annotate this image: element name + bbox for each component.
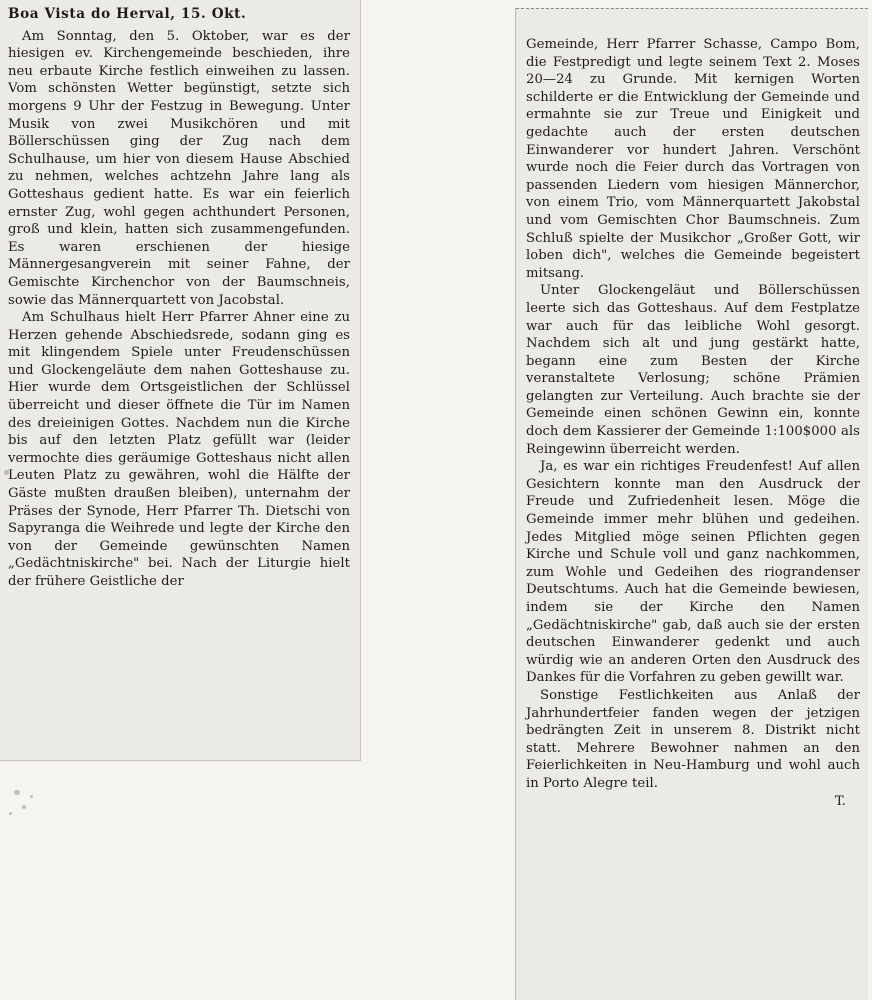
scan-speck [4, 470, 9, 475]
paragraph: Am Schulhaus hielt Herr Pfarrer Ahner eine zu Herzen gehende Abschiedsrede, sodann ging es mit klingendem Spiele unter Freudenschüssen und Glockengeläute dem nahen Gotteshause zu. Hier wurde dem Ortsgeistlichen der Schlüssel überreicht und dieser öffnete die Tür im Namen des dreieinigen Gottes. Nachdem nun die Kirche bis auf den letzten Platz gefüllt war (leider vermochte dies geräumige Gotteshaus nicht allen Leuten Platz zu gewähren, wohl die Hälfte der Gäste mußten draußen bleiben), unternahm der Präses der Synode, Herr Pfarrer Th. Dietschi von Sapyranga die Weihrede und legte der Kirche den von der Gemeinde gewünschten Namen „Gedächtniskirche" bei. Nach der Liturgie hielt der frühere Geistliche der [8, 310, 350, 589]
paragraph: Sonstige Festlichkeiten aus Anlaß der Jahrhundertfeier fanden wegen der jetzigen bedrängten Zeit in unserem 8. Distrikt nicht statt. Mehrere Bewohner nahmen an den Feierlichkeiten in Neu-Hamburg und wohl auch in Porto Alegre teil. [526, 687, 860, 791]
article-column-right [526, 36, 860, 810]
paragraph: Am Sonntag, den 5. Oktober, war es der hiesigen ev. Kirchengemeinde beschieden, ihre neu erbaute Kirche festlich einweihen zu lassen. Vom schönsten Wetter begünstigt, setzte sich morgens 9 Uhr der Festzug in Bewegung. Unter Musik von zwei Musikchören und mit Böllerschüssen ging der Zug nach dem Schulhause, um hier von diesem Hause Abschied zu nehmen, welches achtzehn Jahre lang als Gotteshaus gedient hatte. Es war ein feierlich ernster Zug, wohl gegen achthundert Personen, groß und klein, hatten sich zusammengefunden. Es waren erschienen der hiesige Männergesangverein mit seiner Fahne, der Gemischte Kirchenchor von der Baumschneis, sowie das Männerquartett von Jacobstal. [8, 28, 350, 308]
scan-speck [9, 812, 12, 815]
dateline: Boa Vista do Herval, 15. Okt. [8, 6, 247, 22]
scan-speck [14, 790, 20, 795]
paragraph: Unter Glockengeläut und Böllerschüssen leerte sich das Gotteshaus. Auf dem Festplatze war auch für das leibliche Wohl gesorgt. Nachdem sich alt und jung gestärkt hatte, begann eine zum Besten der Kirche veranstaltete Verlosung; schöne Prämien gelangten zur Verteilung. Auch brachte sie der Gemeinde einen schönen Gewinn ein, konnte doch dem Kassierer der Gemeinde 1:100$000 als Reingewinn überreicht werden. [526, 283, 860, 457]
paragraph: Gemeinde, Herr Pfarrer Schasse, Campo Bom, die Festpredigt und legte seinem Text 2. Moses 20—24 zu Grunde. Mit kernigen Worten schilderte er die Entwicklung der Gemeinde und ermahnte sie zur Treue und Einigkeit und gedachte auch der ersten deutschen Einwanderer vor hundert Jahren. Verschönt wurde noch die Feier durch das Vortragen von passenden Liedern vom hiesigen Männerchor, von einem Trio, vom Männerquartett Jakobstal und vom Gemischten Chor Baumschneis. Zum Schluß spielte der Musikchor „Großer Gott, wir loben dich", welches die Gemeinde begeistert mitsang. [526, 37, 860, 281]
scan-speck [22, 805, 26, 809]
article-column-left [8, 6, 350, 591]
newspaper-clipping-left [0, 0, 361, 761]
author-signature: T. [834, 793, 846, 809]
scan-speck [30, 795, 33, 798]
paragraph: Ja, es war ein richtiges Freudenfest! Auf allen Gesichtern konnte man den Ausdruck der Freude und Zufriedenheit lesen. Möge die Gemeinde immer mehr blühen und gedeihen. Jedes Mitglied möge seinen Pflichten gegen Kirche und Schule voll und ganz nachkommen, zum Wohle und Gedeihen des riograndenser Deutschtums. Auch hat die Gemeinde bewiesen, indem sie der Kirche den Namen „Gedächtniskirche" gab, daß auch sie der ersten deutschen Einwanderer gedenkt und auch würdig wie an anderen Orten den Ausdruck des Dankes für die Vorfahren zu geben gewillt war. [526, 459, 860, 686]
clipping-edge [516, 8, 868, 9]
newspaper-clipping-right [515, 8, 868, 1000]
